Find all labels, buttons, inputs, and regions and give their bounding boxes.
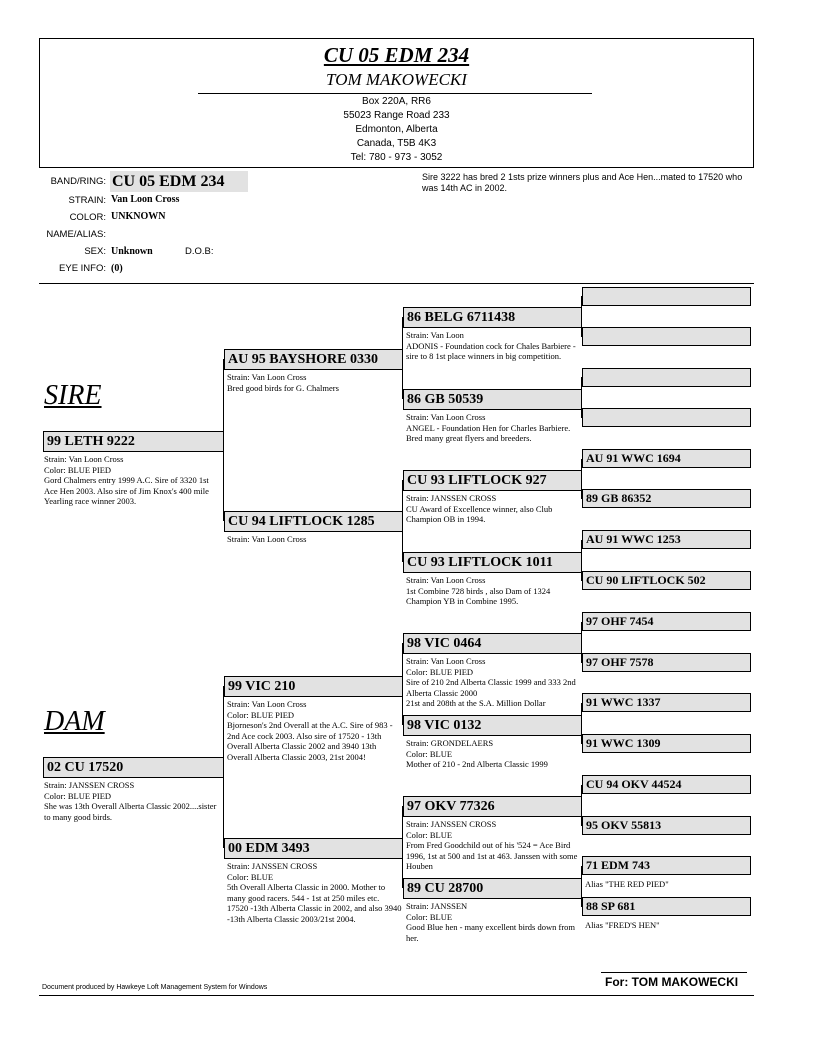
empty-ancestor-box xyxy=(582,327,751,346)
name-label: NAME/ALIAS: xyxy=(46,229,106,240)
empty-ancestor-box xyxy=(582,408,751,427)
dam-sire-band: 99 VIC 210 xyxy=(224,676,403,697)
address-line: Canada, T5B 4K3 xyxy=(356,138,437,149)
gen4-band: 89 GB 86352 xyxy=(582,489,751,508)
gen4-band: CU 94 OKV 44524 xyxy=(582,775,751,794)
bird-band: CU 05 EDM 234 xyxy=(110,171,248,192)
header-divider xyxy=(198,93,592,94)
empty-ancestor-box xyxy=(582,368,751,387)
gen4-band: 88 SP 681 xyxy=(582,897,751,916)
address-line: 55023 Range Road 233 xyxy=(343,110,450,121)
dsd-band: 98 VIC 0132 xyxy=(403,715,582,736)
gen4-band: 95 OKV 55813 xyxy=(582,816,751,835)
dds-band: 97 OKV 77326 xyxy=(403,796,582,817)
footer-divider xyxy=(39,995,754,996)
sds-band: CU 93 LIFTLOCK 927 xyxy=(403,470,582,491)
owner-header xyxy=(39,38,754,168)
address-line: Edmonton, Alberta xyxy=(355,124,438,135)
sdd-info: Strain: Van Loon Cross 1st Combine 728 birds , also Dam of 1324 Champion YB in Combine 1995. xyxy=(406,575,551,606)
bird-note: Sire 3222 has bred 2 1sts prize winners plus and Ace Hen...mated to 17520 who was 14th AC in 2002. xyxy=(422,172,743,193)
dss-band: 98 VIC 0464 xyxy=(403,633,582,654)
dam-dam-band: 00 EDM 3493 xyxy=(224,838,403,859)
ddd-info: Strain: JANSSEN Color: BLUE Good Blue hen - many excellent birds down from her. xyxy=(406,901,576,943)
sire-dam-band: CU 94 LIFTLOCK 1285 xyxy=(224,511,403,532)
gen4-band: 97 OHF 7454 xyxy=(582,612,751,631)
gen4-alias: Alias "THE RED PIED" xyxy=(585,879,669,889)
bird-eye: (0) xyxy=(111,263,123,274)
sire-band: 99 LETH 9222 xyxy=(43,431,224,452)
ssd-band: 86 GB 50539 xyxy=(403,389,582,410)
gen4-band: AU 91 WWC 1253 xyxy=(582,530,751,549)
dam-heading: DAM xyxy=(44,706,105,737)
dds-info: Strain: JANSSEN CROSS Color: BLUE From Fred Goodchild out of his '524 = Ace Bird 1996, 1st at 500 and 1st at 463. Janssen with some Houben xyxy=(406,819,578,871)
address-line: Box 220A, RR6 xyxy=(362,96,431,107)
gen4-band: 71 EDM 743 xyxy=(582,856,751,875)
ddd-band: 89 CU 28700 xyxy=(403,878,582,899)
bird-color: UNKNOWN xyxy=(111,211,166,222)
address-line: Tel: 780 - 973 - 3052 xyxy=(350,152,443,163)
color-label: COLOR: xyxy=(69,212,106,223)
gen4-band: 91 WWC 1337 xyxy=(582,693,751,712)
dsd-info: Strain: GRONDELAERS Color: BLUE Mother of 210 - 2nd Alberta Classic 1999 xyxy=(406,738,548,769)
sire-sire-info: Strain: Van Loon Cross Bred good birds for G. Chalmers xyxy=(227,372,339,393)
sire-heading: SIRE xyxy=(44,380,102,411)
dam-dam-info: Strain: JANSSEN CROSS Color: BLUE 5th Overall Alberta Classic in 2000. Mother to many good racers. 544 - 1st at 250 miles etc. 17520 -13th Alberta Classic in 2002, and also 3940 -13th Alberta Classic 2003/21st 2004. xyxy=(227,861,402,924)
sex-label: SEX: xyxy=(84,246,106,257)
sds-info: Strain: JANSSEN CROSS CU Award of Excellence winner, also Club Champion OB in 1994. xyxy=(406,493,553,524)
header-band: CU 05 EDM 234 xyxy=(323,43,470,67)
sire-info: Strain: Van Loon Cross Color: BLUE PIED Gord Chalmers entry 1999 A.C. Sire of 3320 1st Ace Hen 2003. Also sire of Jim Knox's 400 mile Yearling race winner 2003. xyxy=(44,454,209,506)
sire-sire-band: AU 95 BAYSHORE 0330 xyxy=(224,349,403,370)
gen4-alias: Alias "FRED'S HEN" xyxy=(585,920,660,930)
gen4-band: 97 OHF 7578 xyxy=(582,653,751,672)
ssd-info: Strain: Van Loon Cross ANGEL - Foundation Hen for Charles Barbiere. Bred many great flyers and breeders. xyxy=(406,412,571,443)
for-owner: For: TOM MAKOWECKI xyxy=(605,975,739,989)
eye-label: EYE INFO: xyxy=(59,263,106,274)
sss-band: 86 BELG 6711438 xyxy=(403,307,582,328)
sire-dam-info: Strain: Van Loon Cross xyxy=(227,534,307,544)
dam-band: 02 CU 17520 xyxy=(43,757,224,778)
header-owner: TOM MAKOWECKI xyxy=(326,70,467,89)
bird-sex: Unknown xyxy=(111,246,153,257)
section-divider xyxy=(39,283,754,284)
sdd-band: CU 93 LIFTLOCK 1011 xyxy=(403,552,582,573)
produced-by: Document produced by Hawkeye Loft Management System for Windows xyxy=(42,984,268,991)
gen4-band: CU 90 LIFTLOCK 502 xyxy=(582,571,751,590)
dam-info: Strain: JANSSEN CROSS Color: BLUE PIED She was 13th Overall Alberta Classic 2002....sister to many good birds. xyxy=(44,780,217,822)
dob-label: D.O.B: xyxy=(185,246,214,257)
gen4-band: AU 91 WWC 1694 xyxy=(582,449,751,468)
band-label: BAND/RING: xyxy=(50,176,106,187)
dss-info: Strain: Van Loon Cross Color: BLUE PIED Sire of 210 2nd Alberta Classic 1999 and 333 2nd Alberta Classic 2000 21st and 208th at the S.A. Million Dollar xyxy=(406,656,576,708)
signature-line xyxy=(601,972,747,973)
sss-info: Strain: Van Loon ADONIS - Foundation cock for Chales Barbiere - sire to 8 1st place winners in big competition. xyxy=(406,330,576,361)
empty-ancestor-box xyxy=(582,287,751,306)
bird-strain: Van Loon Cross xyxy=(111,194,180,205)
dam-sire-info: Strain: Van Loon Cross Color: BLUE PIED Bjorneson's 2nd Overall at the A.C. Sire of 983 - 2nd Ace cock 2003. Also sire of 17520 - 13th Overall Alberta Classic 2002 and 3940 13th Overall Alberta Classic 2003, 21st 2004! xyxy=(227,699,393,762)
gen4-band: 91 WWC 1309 xyxy=(582,734,751,753)
strain-label: STRAIN: xyxy=(68,195,106,206)
